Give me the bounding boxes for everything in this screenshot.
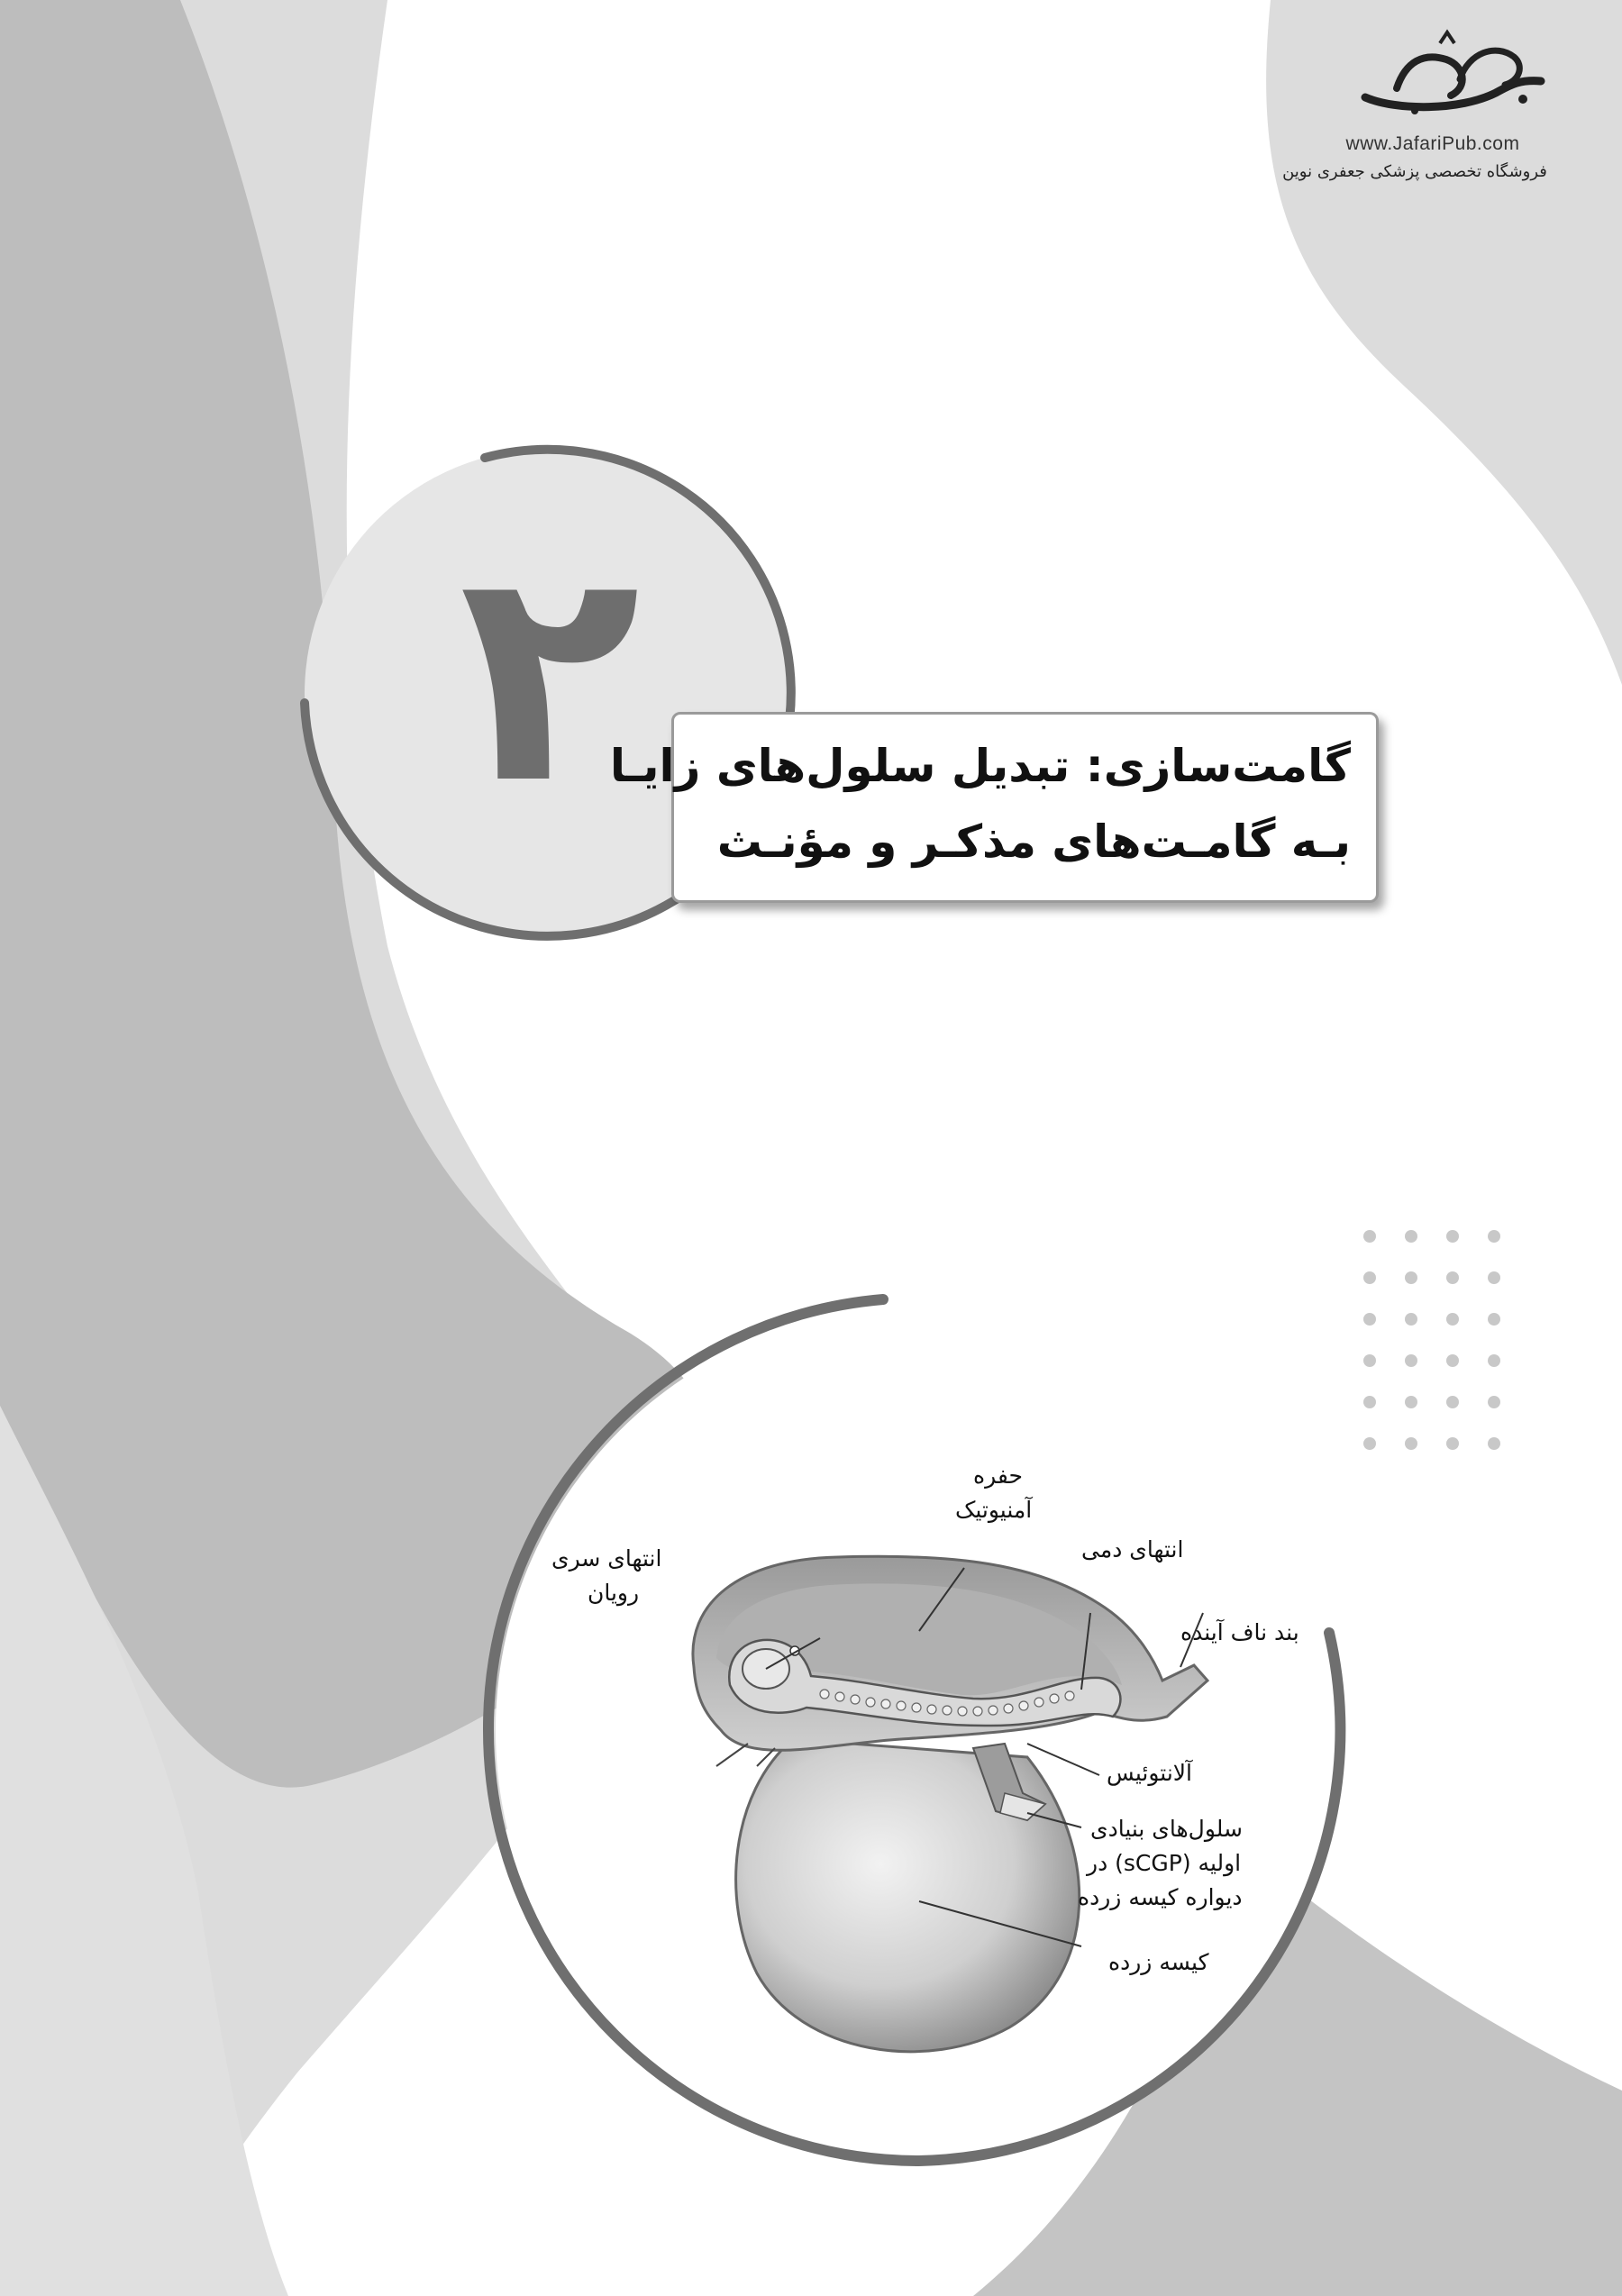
publisher-logo[interactable] [1282, 18, 1586, 181]
label-allantois: آلانتوئیس [1107, 1760, 1192, 1786]
label-amniotic-cavity-line1: حفره [973, 1462, 1023, 1489]
decorative-dot [1405, 1271, 1417, 1284]
decorative-dot [1488, 1437, 1500, 1450]
publisher-store-name: فروشگاه تخصصی پزشکی جعفری نوین [1282, 162, 1547, 181]
label-embryo-head-end-line2: رویان [588, 1580, 640, 1606]
label-primordial-germ-cells-line3: دیواره کیسه زرده [1078, 1884, 1243, 1910]
label-yolk-sac: کیسه زرده [1108, 1949, 1209, 1975]
decorative-dot [1446, 1313, 1459, 1326]
decorative-dot [1363, 1230, 1376, 1243]
decorative-dot [1446, 1396, 1459, 1408]
chapter-title-line-2: بـه گامـت‌های مذکـر و مؤنـث [716, 815, 1351, 868]
decorative-dot-grid [1352, 1225, 1514, 1460]
decorative-dot [1446, 1271, 1459, 1284]
publisher-website[interactable]: www.JafariPub.com [1345, 133, 1520, 154]
label-amniotic-cavity-line2: آمنیوتیک [955, 1497, 1033, 1523]
chapter-title-box [609, 712, 1379, 903]
decorative-dot [1488, 1396, 1500, 1408]
decorative-dot [1405, 1354, 1417, 1367]
decorative-dot [1446, 1230, 1459, 1243]
decorative-dot [1488, 1271, 1500, 1284]
label-embryo-head-end-line1: انتهای سری [551, 1545, 662, 1572]
label-primordial-germ-cells-line2: اولیه (sCGP) در [1087, 1850, 1242, 1876]
yolk-sac-shape [736, 1739, 1080, 2052]
decorative-dot [1446, 1437, 1459, 1450]
decorative-dot [1405, 1396, 1417, 1408]
chapter-number: ۲ [459, 503, 641, 849]
decorative-dot [1405, 1230, 1417, 1243]
publisher-calligraphy-logo-icon [1361, 25, 1550, 124]
embryo-yolk-sac-diagram [631, 1523, 1298, 2082]
label-primordial-germ-cells-line1: سلول‌های بنیادی [1090, 1816, 1243, 1842]
decorative-dot [1405, 1313, 1417, 1326]
label-future-umbilical-cord: بند ناف آینده [1180, 1619, 1299, 1645]
chapter-title-line-1: گامت‌سازی: تبدیل سلول‌های زایـا [609, 740, 1351, 792]
decorative-dot [1488, 1313, 1500, 1326]
decorative-dot [1488, 1230, 1500, 1243]
label-tail-end: انتهای دمی [1081, 1536, 1184, 1563]
decorative-dot [1446, 1354, 1459, 1367]
decorative-dot [1488, 1354, 1500, 1367]
decorative-dot [1405, 1437, 1417, 1450]
